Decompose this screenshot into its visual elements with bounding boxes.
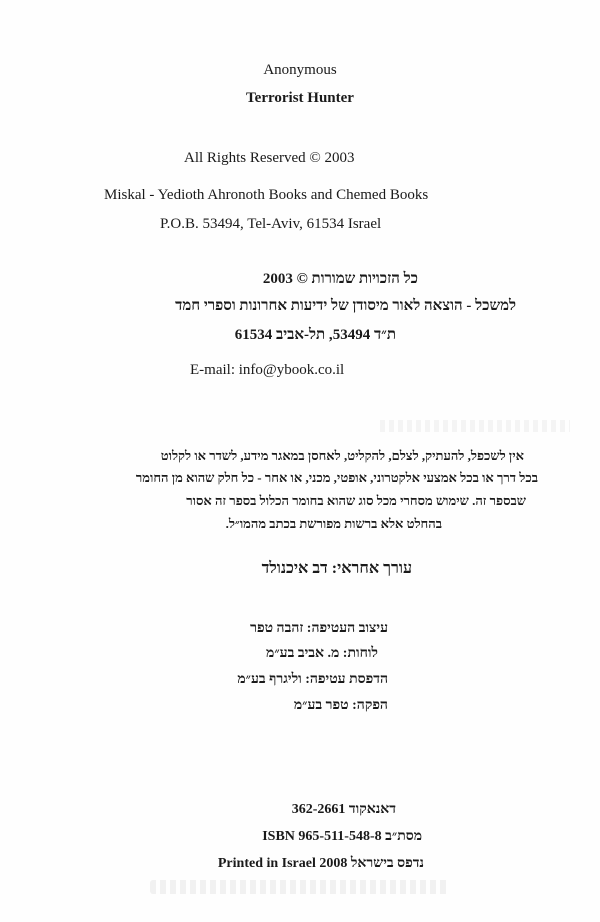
notice-line: בכל דרך או בכל אמצעי אלקטרוני, אופטי, מכני, או אחר - כל חלק שהוא מן החומר <box>135 470 538 485</box>
credit-line: לוחות: מ. אביב בע״מ <box>266 646 378 661</box>
isbn-line: מסת״ב 965-511-548-8 ISBN <box>262 829 422 844</box>
bleed-through-mark <box>150 880 450 894</box>
address-hebrew: ת״ד 53494, תל-אביב 61534 <box>234 327 396 343</box>
address-english: P.O.B. 53494, Tel-Aviv, 61534 Israel <box>160 216 382 232</box>
notice-line: שבספר זה. שימוש מסחרי מכל סוג שהוא בחומר הכלול בספר זה אסור <box>186 493 526 508</box>
credit-line: הפקה: טפר בע״מ <box>293 698 388 713</box>
notice-line: בהחלט אלא ברשות מפורשת בכתב מהמו״ל. <box>225 516 442 531</box>
danacode: דאנאקוד 362-2661 <box>291 802 396 817</box>
responsible-editor: עורך אחראי: דב איכנולד <box>261 560 412 577</box>
email-line: E-mail: info@ybook.co.il <box>190 362 345 378</box>
printed-in-israel: נדפס בישראל 2008 Printed in Israel <box>217 856 424 871</box>
publisher-hebrew: למשכל - הוצאה לאור מיסודן של ידיעות אחרונות וספרי חמד <box>175 298 516 314</box>
rights-hebrew: כל הזכויות שמורות © 2003 <box>262 271 418 287</box>
bleed-through-mark <box>380 420 570 432</box>
rights-english: All Rights Reserved © 2003 <box>184 150 355 166</box>
credit-line: עיצוב העטיפה: זהבה טפר <box>250 621 388 636</box>
book-title: Terrorist Hunter <box>246 90 354 106</box>
credit-line: הדפסת עטיפה: וליגרף בע״מ <box>237 672 388 687</box>
author-name: Anonymous <box>263 62 337 78</box>
publisher-english: Miskal - Yedioth Ahronoth Books and Chemed Books <box>104 187 429 203</box>
notice-line: אין לשכפל, להעתיק, לצלם, להקליט, לאחסן במאגר מידע, לשדר או לקלוט <box>160 448 524 463</box>
